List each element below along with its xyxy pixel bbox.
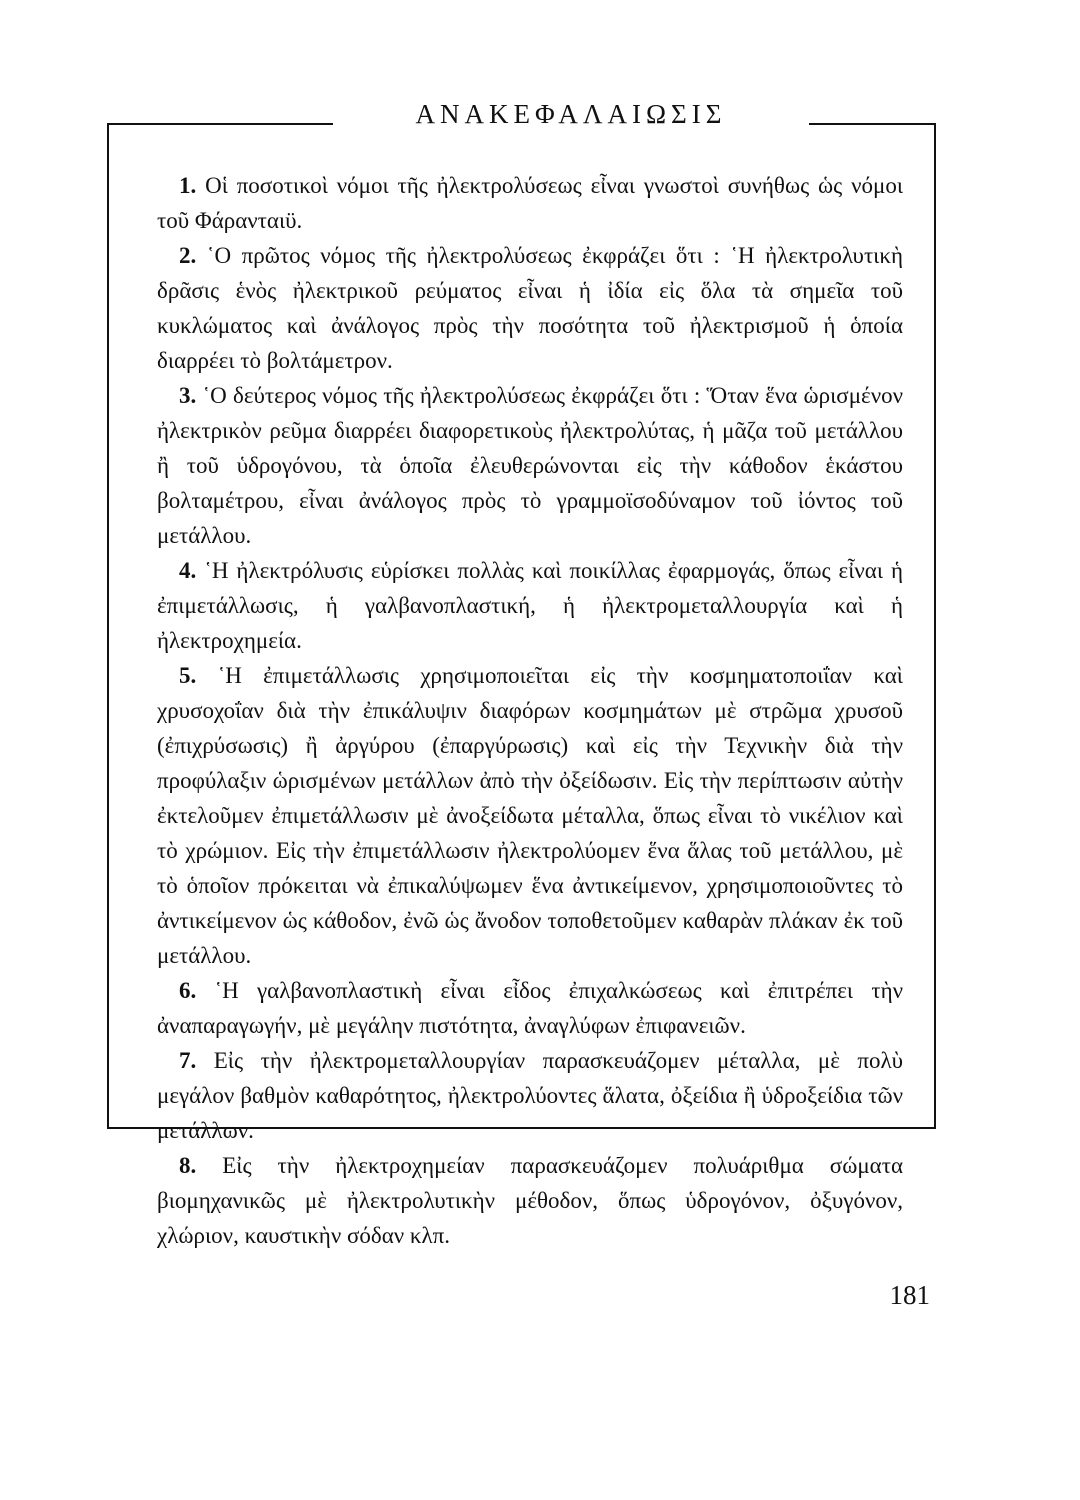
page-number: 181	[889, 1280, 930, 1310]
paragraph-number: 8.	[179, 1153, 197, 1178]
paragraph-text: ῾Η ἐπιμετάλλωσις χρησιμοποιεῖται εἰς τὴν κοσμηματοποιΐαν καὶ χρυσοχοΐαν διὰ τὴν ἐπικάλυψιν διαφόρων κοσμημάτων μὲ στρῶμα χρυσοῦ (ἐπιχρύσωσις) ἢ ἀργύρου (ἐπαργύρωσις) καὶ εἰς τὴν Τεχνικὴν διὰ τὴν προφύλαξιν ὡρισμένων μετάλλων ἀπὸ τὴν ὀξείδωσιν. Εἰς τὴν περίπτωσιν αὐτὴν ἐκτελοῦμεν ἐπιμετάλλωσιν μὲ ἀνοξείδωτα μέταλλα, ὅπως εἶναι τὸ νικέλιον καὶ τὸ χρώμιον. Εἰς τὴν ἐπιμετάλλωσιν ἠλεκτρολύομεν ἕνα ἅλας τοῦ μετάλλου, μὲ τὸ ὁποῖον πρόκειται νὰ ἐπικαλύψωμεν ἕνα ἀντικείμενον, χρησιμοποιοῦντες τὸ ἀντικείμενον ὡς κάθοδον, ἐνῶ ὡς ἄνοδον τοποθετοῦμεν καθαρὰν πλάκαν ἐκ τοῦ μετάλλου.	[157, 663, 903, 968]
paragraph-text: Εἰς τὴν ἠλεκτρομεταλλουργίαν παρασκευάζομεν μέταλλα, μὲ πολὺ μεγάλον βαθμὸν καθαρότητος, ἠλεκτρολύοντες ἅλατα, ὀξείδια ἢ ὑδροξείδια τῶν μετάλλων.	[157, 1048, 903, 1143]
paragraph-number: 5.	[179, 663, 197, 688]
paragraph-7	[157, 1043, 903, 1148]
paragraph-1	[157, 168, 903, 238]
paragraph-number: 4.	[179, 558, 197, 583]
paragraph-4	[157, 553, 903, 658]
paragraph-text: ῾Ο δεύτερος νόμος τῆς ἠλεκτρολύσεως ἐκφράζει ὅτι : Ὅταν ἕνα ὡρισμένον ἠλεκτρικὸν ρεῦμα διαρρέει διαφορετικοὺς ἠλεκτρολύτας, ἡ μᾶζα τοῦ μετάλλου ἢ τοῦ ὑδρογόνου, τὰ ὁποῖα ἐλευθερώνονται εἰς τὴν κάθοδον ἑκάστου βολταμέτρου, εἶναι ἀνάλογος πρὸς τὸ γραμμοϊσοδύναμον τοῦ ἰόντος τοῦ μετάλλου.	[157, 383, 903, 548]
paragraph-number: 1.	[179, 173, 197, 198]
paragraph-text: ῾Ο πρῶτος νόμος τῆς ἠλεκτρολύσεως ἐκφράζει ὅτι : ῾Η ἠλεκτρολυτικὴ δρᾶσις ἑνὸς ἠλεκτρικοῦ ρεύματος εἶναι ἡ ἰδία εἰς ὅλα τὰ σημεῖα τοῦ κυκλώματος καὶ ἀνάλογος πρὸς τὴν ποσότητα τοῦ ἠλεκτρισμοῦ ἡ ὁποία διαρρέει τὸ βολτάμετρον.	[157, 243, 903, 373]
paragraph-8	[157, 1148, 903, 1253]
paragraph-number: 6.	[179, 978, 197, 1003]
summary-content	[157, 168, 903, 1253]
paragraph-number: 3.	[179, 383, 197, 408]
paragraph-text: Οἱ ποσοτικοὶ νόμοι τῆς ἠλεκτρολύσεως εἶναι γνωστοὶ συνήθως ὡς νόμοι τοῦ Φάρανταιϋ.	[157, 173, 904, 233]
section-heading: ΑΝΑΚΕΦΑΛΑΙΩΣΙΣ	[415, 99, 727, 129]
paragraph-number: 7.	[179, 1048, 197, 1073]
paragraph-5	[157, 658, 903, 973]
paragraph-6	[157, 973, 903, 1043]
paragraph-2	[157, 238, 903, 378]
paragraph-text: Εἰς τὴν ἠλεκτροχημείαν παρασκευάζομεν πολυάριθμα σώματα βιομηχανικῶς μὲ ἠλεκτρολυτικὴν μέθοδον, ὅπως ὑδρογόνον, ὀξυγόνον, χλώριον, καυστικὴν σόδαν κλπ.	[157, 1153, 904, 1248]
paragraph-3	[157, 378, 903, 553]
paragraph-text: ῾Η γαλβανοπλαστικὴ εἶναι εἶδος ἐπιχαλκώσεως καὶ ἐπιτρέπει τὴν ἀναπαραγωγήν, μὲ μεγάλην πιστότητα, ἀναγλύφων ἐπιφανειῶν.	[157, 978, 904, 1038]
paragraph-number: 2.	[179, 243, 197, 268]
paragraph-text: ῾Η ἠλεκτρόλυσις εὑρίσκει πολλὰς καὶ ποικίλλας ἐφαρμογάς, ὅπως εἶναι ἡ ἐπιμετάλλωσις, ἡ γαλβανοπλαστική, ἡ ἠλεκτρομεταλλουργία καὶ ἡ ἠλεκτροχημεία.	[157, 558, 903, 653]
